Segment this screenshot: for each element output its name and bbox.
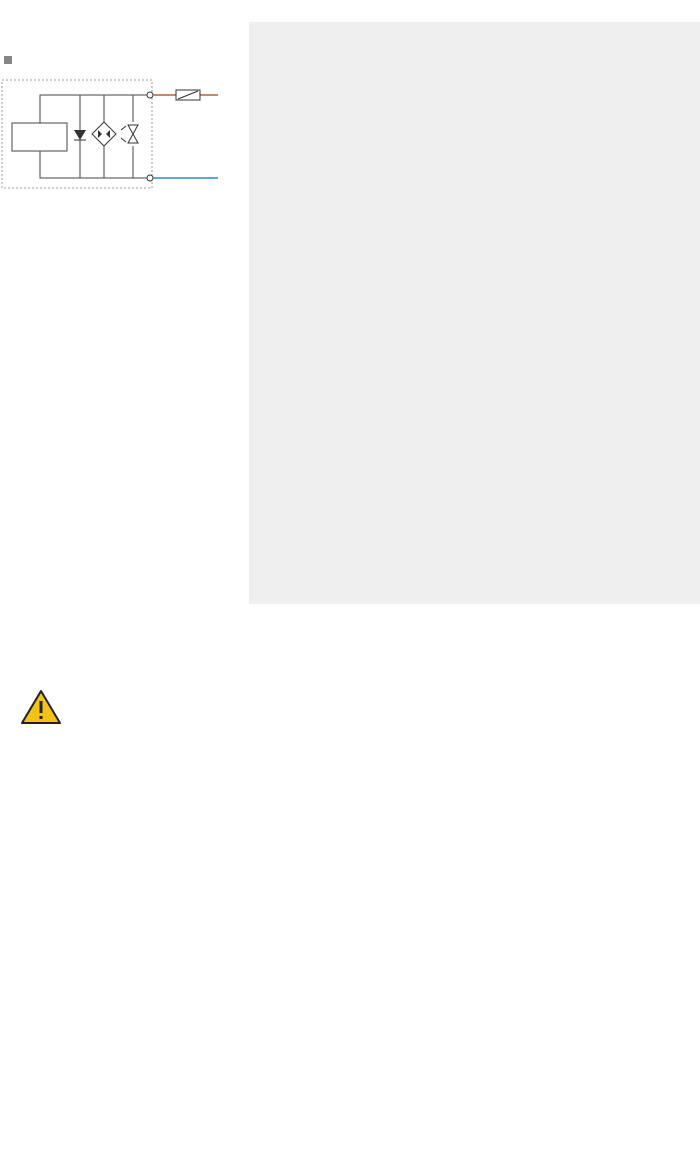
warning-triangle-icon xyxy=(20,688,62,726)
wiring-examples xyxy=(0,860,700,1120)
bridge-rectifier-icon xyxy=(92,122,116,146)
diode-icon xyxy=(74,130,86,140)
main-circuit-box xyxy=(12,123,67,151)
terminal-n xyxy=(147,175,153,181)
attention-title xyxy=(70,690,84,722)
triac-icon xyxy=(128,125,138,143)
left-circuit-diagram xyxy=(0,70,245,195)
terminal-l1 xyxy=(147,92,153,98)
wiring-panel-diagrams xyxy=(249,22,700,604)
grey-square-icon xyxy=(4,56,12,64)
left-diagram-title xyxy=(4,55,16,67)
